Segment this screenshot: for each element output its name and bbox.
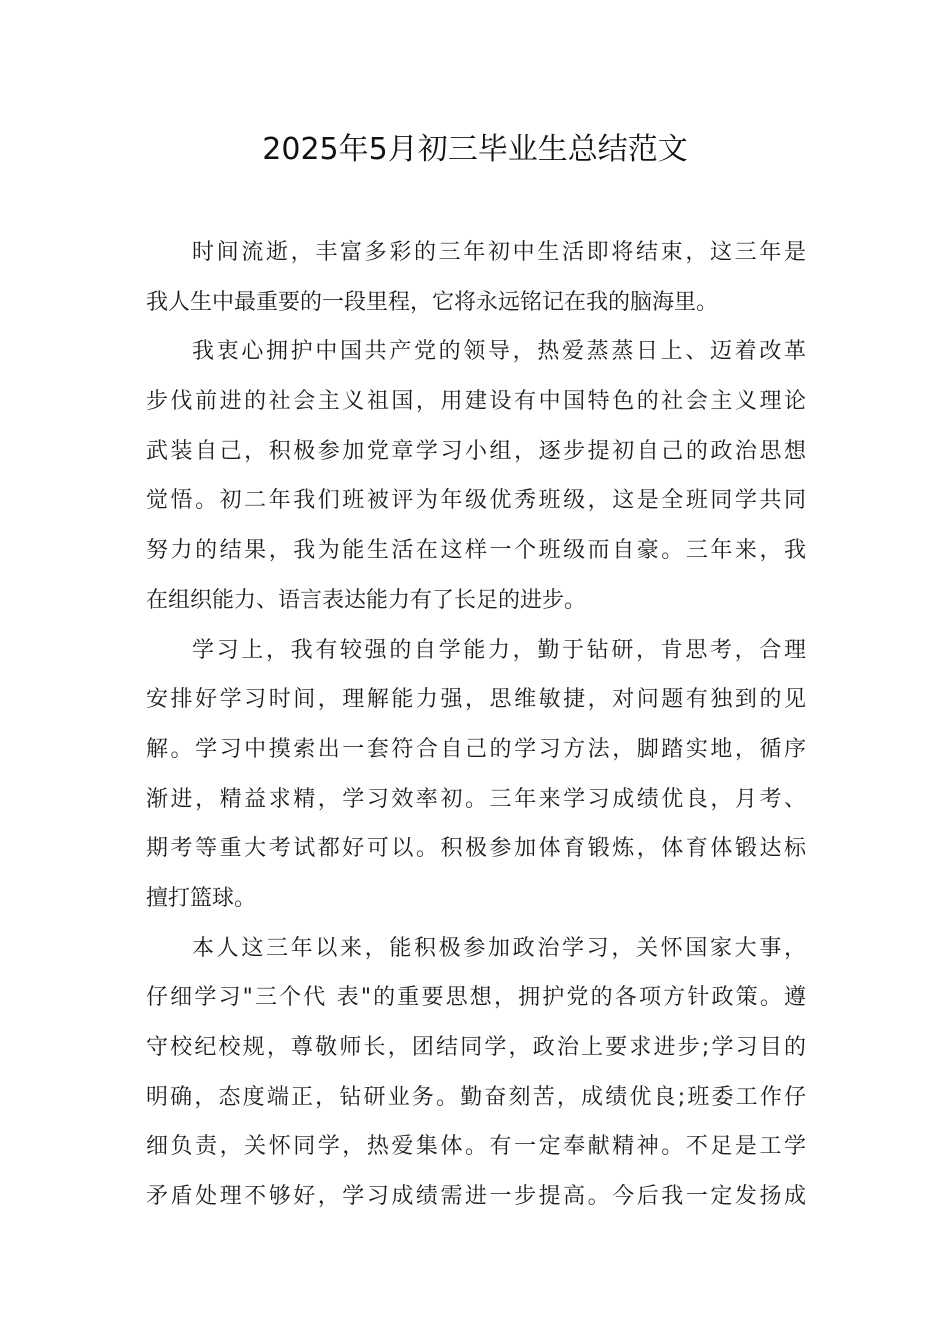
paragraph-2-line-6: 在组织能力、语言表达能力有了长足的进步。: [146, 587, 587, 613]
paragraph-2-line-5: 努力的结果，我为能生活在这样一个班级而自豪。三年来，我: [146, 538, 806, 564]
paragraph-1-line-1: 时间流逝，丰富多彩的三年初中生活即将结束，这三年是: [192, 240, 806, 265]
document-body: [146, 228, 806, 1222]
paragraph-4-line-2: 仔细学习"三个代 表"的重要思想，拥护党的各项方针政策。遵: [146, 985, 806, 1011]
paragraph-2-line-1: 我衷心拥护中国共产党的领导，热爱蒸蒸日上、迈着改革: [192, 339, 806, 365]
paragraph-4-line-4: 明确，态度端正，钻研业务。勤奋刻苦，成绩优良;班委工作仔: [146, 1084, 806, 1110]
paragraph-4-line-6: 矛盾处理不够好，学习成绩需进一步提高。今后我一定发扬成: [146, 1184, 806, 1210]
paragraph-4-line-5: 细负责，关怀同学，热爱集体。有一定奉献精神。不足是工学: [146, 1134, 806, 1160]
paragraph-3-line-5: 期考等重大考试都好可以。积极参加体育锻炼，体育体锻达标: [146, 836, 806, 862]
paragraph-1-line-2: 我人生中最重要的一段里程，它将永远铭记在我的脑海里。: [146, 289, 719, 315]
paragraph-4-line-3: 守校纪校规，尊敬师长，团结同学，政治上要求进步;学习目的: [146, 1035, 806, 1060]
paragraph-3-line-6: 擅打篮球。: [146, 885, 257, 911]
paragraph-3-line-2: 安排好学习时间，理解能力强，思维敏捷，对问题有独到的见: [146, 687, 806, 713]
paragraph-4-line-1: 本人这三年以来，能积极参加政治学习，关怀国家大事，: [192, 935, 806, 961]
document-title: 2025年5月初三毕业生总结范文: [262, 132, 688, 167]
paragraph-2-line-3: 武装自己，积极参加党章学习小组，逐步提初自己的政治思想: [146, 438, 806, 464]
paragraph-3-line-1: 学习上，我有较强的自学能力，勤于钻研，肯思考，合理: [192, 637, 806, 663]
paragraph-2-line-2: 步伐前进的社会主义祖国，用建设有中国特色的社会主义理论: [146, 389, 806, 415]
paragraph-3-line-3: 解。学习中摸索出一套符合自己的学习方法，脚踏实地，循序: [146, 736, 806, 762]
paragraph-3-line-4: 渐进，精益求精，学习效率初。三年来学习成绩优良，月考、: [146, 786, 806, 812]
paragraph-2-line-4: 觉悟。初二年我们班被评为年级优秀班级，这是全班同学共同: [146, 488, 806, 514]
